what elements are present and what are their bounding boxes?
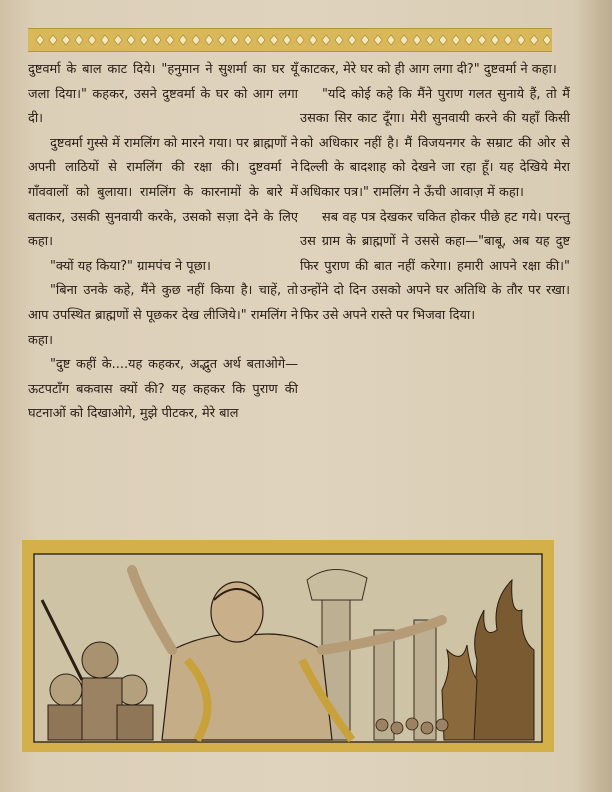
- border-diamond: [205, 35, 213, 45]
- left-paragraph-3: "क्यों यह किया?" ग्रामपंच ने पूछा।: [50, 258, 211, 274]
- right-text-column: [300, 58, 570, 329]
- border-diamond: [335, 35, 343, 45]
- border-diamond: [75, 35, 83, 45]
- border-diamond: [478, 35, 486, 45]
- right-paragraph-2: "यदि कोई कहे कि मैंने पुराण गलत सुनाये हैं, तो मैं उसका सिर काट दूँगा। मेरी सुनवायी करने की यहाँ किसी को अधिकार नहीं है। मैं विजयनगर के सम्राट की ओर से दिल्ली के बादशाह को देखने जा रहा हूँ। यह देखिये मेरा अधिकार पत्र।" रामलिंग ने ऊँची आवाज़ में कहा।: [300, 86, 570, 200]
- border-diamond: [62, 35, 70, 45]
- border-diamond: [218, 35, 226, 45]
- border-diamond: [166, 35, 174, 45]
- border-diamond: [153, 35, 161, 45]
- left-paragraph-4: "बिना उनके कहे, मैंने कुछ नहीं किया है। चाहें, तो आप उपस्थित ब्राह्मणों से पूछकर देख लीजिये।" रामलिंग ने कहा।: [28, 283, 298, 348]
- border-diamond: [374, 35, 382, 45]
- border-diamond: [283, 35, 291, 45]
- border-diamond: [465, 35, 473, 45]
- border-diamond: [361, 35, 369, 45]
- border-diamond: [270, 35, 278, 45]
- border-diamond: [179, 35, 187, 45]
- illustration-scene: [22, 540, 554, 752]
- border-diamond: [452, 35, 460, 45]
- border-diamond: [257, 35, 265, 45]
- border-diamond: [530, 35, 538, 45]
- border-diamond: [101, 35, 109, 45]
- border-diamond: [192, 35, 200, 45]
- right-paragraph-1: काटकर, मेरे घर को ही आग लगा दी?" दुष्टवर्मा ने कहा।: [300, 62, 557, 77]
- border-diamond: [88, 35, 96, 45]
- border-diamond: [49, 35, 57, 45]
- border-diamond: [140, 35, 148, 45]
- story-illustration: [22, 540, 554, 752]
- page-edge-shadow: [572, 0, 612, 792]
- border-diamond: [543, 35, 551, 45]
- border-diamond: [504, 35, 512, 45]
- border-diamond: [400, 35, 408, 45]
- border-diamond: [231, 35, 239, 45]
- border-diamond: [127, 35, 135, 45]
- border-diamond: [348, 35, 356, 45]
- border-diamond: [426, 35, 434, 45]
- border-diamond: [114, 35, 122, 45]
- left-paragraph-1: दुष्टवर्मा के बाल काट दिये। "हनुमान ने सुशर्मा का घर यूँ जला दिया।" कहकर, उसने दुष्टवर्मा के घर को आग लगा दी।: [28, 62, 298, 127]
- left-paragraph-5: "दुष्ट कहीं के....यह कहकर, अद्भुत अर्थ बताओगे—ऊटपटाँग बकवास क्यों की? यह कहकर कि पुराण की घटनाओं को दिखाओगे, मुझे पीटकर, मेरे बाल: [28, 357, 298, 422]
- border-diamond: [439, 35, 447, 45]
- right-paragraph-3: सब वह पत्र देखकर चकित होकर पीछे हट गये। परन्तु उस ग्राम के ब्राह्मणों ने उससे कहा—"बाबू, अब यह दुष्ट फिर पुराण की बात नहीं करेगा। हमारी आपने रक्षा की।" उन्होंने दो दिन उसको अपने घर अतिथि के तौर पर रखा। फिर उसे अपने रास्ते पर भिजवा दिया।: [300, 209, 570, 323]
- border-diamond: [244, 35, 252, 45]
- border-diamond: [322, 35, 330, 45]
- border-diamond: [387, 35, 395, 45]
- border-ornament: [28, 29, 552, 51]
- border-diamond: [491, 35, 499, 45]
- border-diamond: [517, 35, 525, 45]
- border-diamond: [296, 35, 304, 45]
- decorative-border: [28, 28, 552, 52]
- border-diamond: [309, 35, 317, 45]
- border-diamond: [413, 35, 421, 45]
- left-paragraph-2: दुष्टवर्मा गुस्से में रामलिंग को मारने गया। पर ब्राह्मणों ने अपनी लाठियों से रामलिंग की रक्षा की। दुष्टवर्मा ने गाँववालों को बुलाया। रामलिंग के कारनामों के बारे में बताकर, उसकी सुनवायी करके, उसको सज़ा देने के लिए कहा।: [28, 135, 298, 250]
- left-text-column: [28, 58, 298, 427]
- border-diamond: [36, 35, 44, 45]
